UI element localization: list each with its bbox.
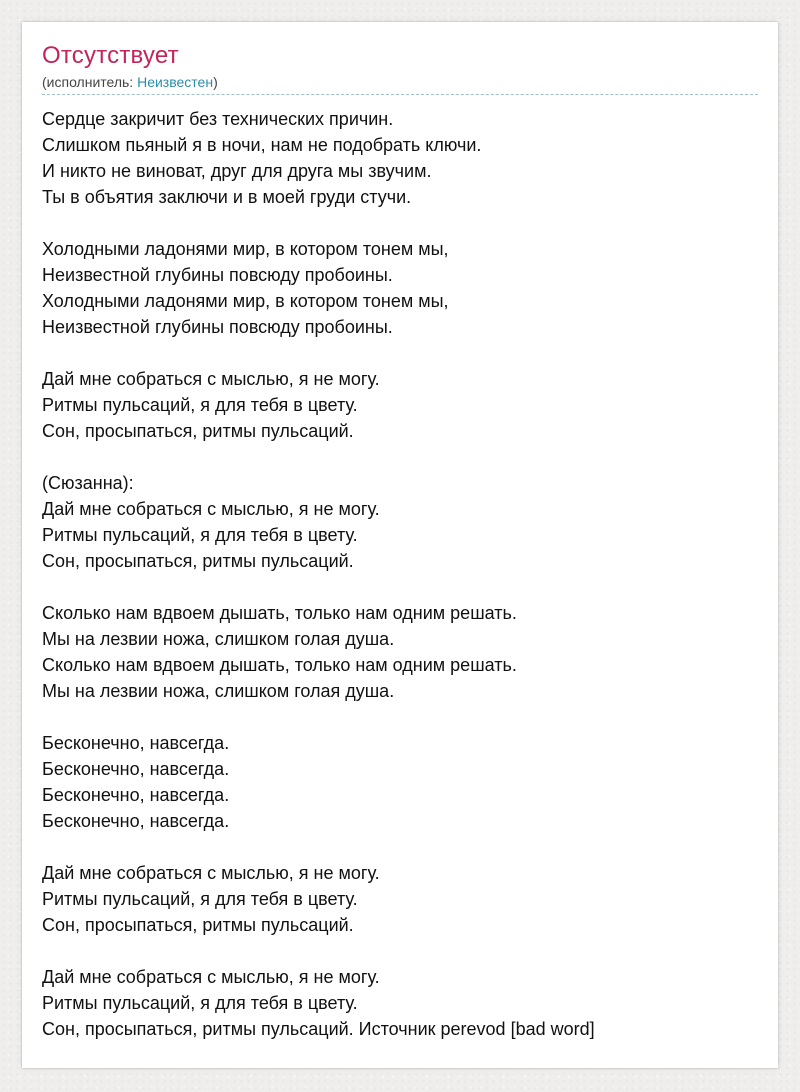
lyric-line: Дай мне собраться с мыслью, я не могу. (42, 967, 380, 987)
lyric-line: Неизвестной глубины повсюду пробоины. (42, 265, 393, 285)
lyric-line: Холодными ладонями мир, в котором тонем мы, (42, 239, 449, 259)
lyric-line: Сердце закричит без технических причин. (42, 109, 394, 129)
lyrics-stanza (42, 860, 758, 938)
lyric-line: Сон, просыпаться, ритмы пульсаций. (42, 915, 354, 935)
artist-prefix: (исполнитель: (42, 74, 138, 90)
lyric-line: Сон, просыпаться, ритмы пульсаций. (42, 551, 354, 571)
lyric-line: Слишком пьяный я в ночи, нам не подобрать ключи. (42, 135, 482, 155)
lyric-line: Сон, просыпаться, ритмы пульсаций. Источник perevod [bad word] (42, 1019, 595, 1039)
artist-link[interactable]: Неизвестен (137, 74, 214, 90)
lyric-line: Бесконечно, навсегда. (42, 785, 230, 805)
lyric-line: Дай мне собраться с мыслью, я не могу. (42, 369, 380, 389)
lyric-line: Ритмы пульсаций, я для тебя в цвету. (42, 525, 358, 545)
lyric-line: Сон, просыпаться, ритмы пульсаций. (42, 421, 354, 441)
lyric-line: Сколько нам вдвоем дышать, только нам одним решать. (42, 603, 517, 623)
lyric-line: Бесконечно, навсегда. (42, 733, 230, 753)
lyric-line: Дай мне собраться с мыслью, я не могу. (42, 499, 380, 519)
lyric-line: Мы на лезвии ножа, слишком голая душа. (42, 681, 395, 701)
lyric-line: Сколько нам вдвоем дышать, только нам одним решать. (42, 655, 517, 675)
lyrics-stanza (42, 236, 758, 340)
artist-line (42, 73, 758, 95)
lyric-line: Дай мне собраться с мыслью, я не могу. (42, 863, 380, 883)
lyric-line: Ритмы пульсаций, я для тебя в цвету. (42, 395, 358, 415)
lyric-line: Бесконечно, навсегда. (42, 811, 230, 831)
lyric-line: Ритмы пульсаций, я для тебя в цвету. (42, 993, 358, 1013)
lyric-line: И никто не виноват, друг для друга мы звучим. (42, 161, 432, 181)
lyrics-stanza (42, 366, 758, 444)
lyric-line: Ты в объятия заключи и в моей груди стучи. (42, 187, 412, 207)
lyrics-stanza (42, 964, 758, 1042)
lyric-line: Неизвестной глубины повсюду пробоины. (42, 317, 393, 337)
lyric-line: Мы на лезвии ножа, слишком голая душа. (42, 629, 395, 649)
lyrics-body (42, 106, 758, 1042)
lyrics-stanza (42, 470, 758, 574)
lyrics-stanza (42, 600, 758, 704)
lyric-line: (Сюзанна): (42, 473, 134, 493)
lyric-line: Холодными ладонями мир, в котором тонем мы, (42, 291, 449, 311)
artist-suffix: ) (213, 74, 218, 90)
song-title: Отсутствует (42, 42, 179, 69)
lyrics-card (22, 22, 778, 1068)
lyrics-stanza (42, 106, 758, 210)
lyrics-stanza (42, 730, 758, 834)
lyric-line: Бесконечно, навсегда. (42, 759, 230, 779)
lyric-line: Ритмы пульсаций, я для тебя в цвету. (42, 889, 358, 909)
